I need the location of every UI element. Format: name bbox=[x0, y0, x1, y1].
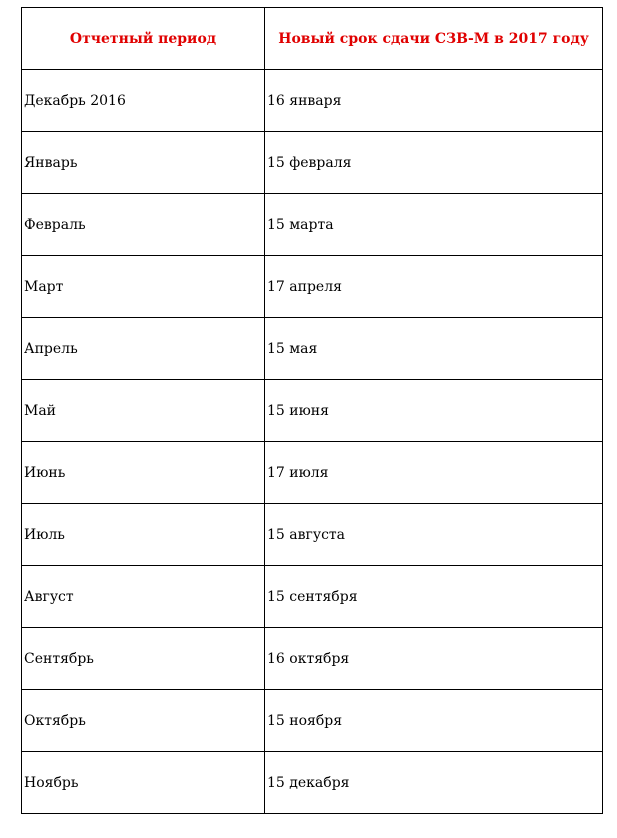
deadline-cell: 15 июня bbox=[265, 380, 603, 442]
table-row bbox=[22, 752, 603, 814]
table-row bbox=[22, 628, 603, 690]
header-new-deadline: Новый срок сдачи СЗВ-М в 2017 году bbox=[265, 8, 603, 70]
table-row bbox=[22, 318, 603, 380]
deadline-cell: 15 февраля bbox=[265, 132, 603, 194]
deadline-cell: 17 апреля bbox=[265, 256, 603, 318]
table-row bbox=[22, 256, 603, 318]
table-row bbox=[22, 690, 603, 752]
period-cell: Август bbox=[22, 566, 265, 628]
table-row bbox=[22, 70, 603, 132]
deadline-cell: 17 июля bbox=[265, 442, 603, 504]
period-cell: Июнь bbox=[22, 442, 265, 504]
period-cell: Октябрь bbox=[22, 690, 265, 752]
deadline-cell: 15 мая bbox=[265, 318, 603, 380]
deadline-cell: 15 августа bbox=[265, 504, 603, 566]
header-reporting-period: Отчетный период bbox=[22, 8, 265, 70]
period-cell: Декабрь 2016 bbox=[22, 70, 265, 132]
period-cell: Ноябрь bbox=[22, 752, 265, 814]
period-cell: Сентябрь bbox=[22, 628, 265, 690]
deadline-cell: 16 января bbox=[265, 70, 603, 132]
table-header-row bbox=[22, 8, 603, 70]
period-cell: Январь bbox=[22, 132, 265, 194]
period-cell: Май bbox=[22, 380, 265, 442]
table-row bbox=[22, 132, 603, 194]
table-body bbox=[22, 70, 603, 814]
deadline-cell: 15 сентября bbox=[265, 566, 603, 628]
szv-m-deadlines-table bbox=[21, 7, 603, 814]
table-row bbox=[22, 194, 603, 256]
table-row bbox=[22, 566, 603, 628]
period-cell: Июль bbox=[22, 504, 265, 566]
deadline-cell: 15 марта bbox=[265, 194, 603, 256]
table-row bbox=[22, 380, 603, 442]
period-cell: Февраль bbox=[22, 194, 265, 256]
table-row bbox=[22, 504, 603, 566]
deadline-cell: 15 ноября bbox=[265, 690, 603, 752]
table-row bbox=[22, 442, 603, 504]
deadline-cell: 16 октября bbox=[265, 628, 603, 690]
deadline-cell: 15 декабря bbox=[265, 752, 603, 814]
period-cell: Март bbox=[22, 256, 265, 318]
period-cell: Апрель bbox=[22, 318, 265, 380]
